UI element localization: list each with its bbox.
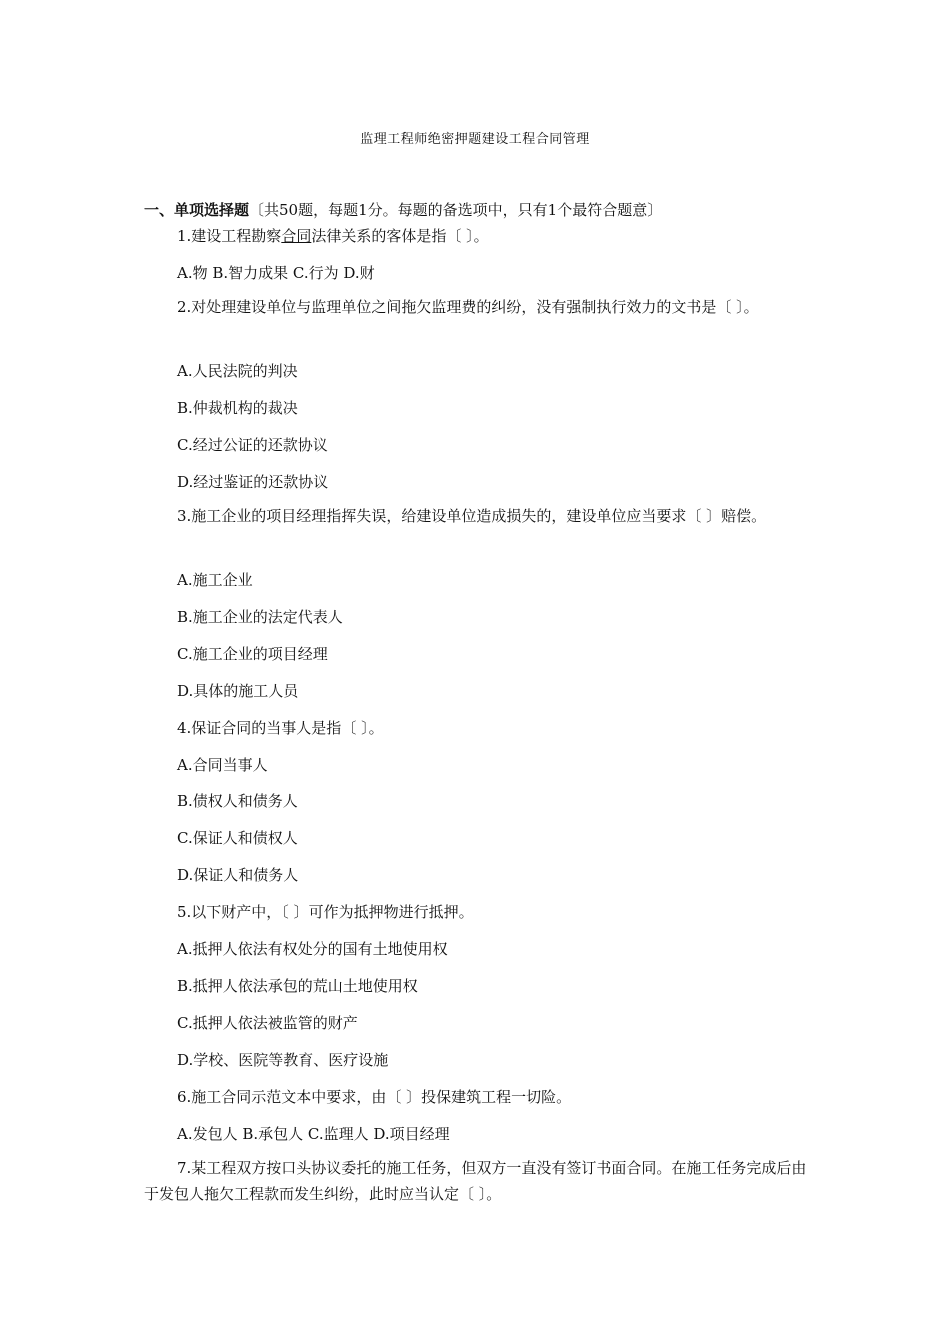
question-5-option-c: C.抵押人依法被监管的财产	[177, 1014, 358, 1032]
question-3-option-d: D.具体的施工人员	[177, 682, 299, 700]
section-heading-label: 一、单项选择题	[144, 201, 250, 219]
question-2: 2.对处理建设单位与监理单位之间拖欠监理费的纠纷，没有强制执行效力的文书是〔 〕。	[177, 298, 759, 316]
question-3-option-a: A.施工企业	[177, 571, 253, 589]
question-6: 6.施工合同示范文本中要求，由〔 〕投保建筑工程一切险。	[177, 1088, 572, 1106]
question-2-option-c: C.经过公证的还款协议	[177, 436, 328, 454]
question-4-option-a: A.合同当事人	[177, 756, 268, 774]
question-6-options: A.发包人 B.承包人 C.监理人 D.项目经理	[177, 1125, 450, 1143]
question-1-pre: 1.建设工程勘察	[177, 227, 282, 245]
question-4-option-b: B.债权人和债务人	[177, 792, 298, 810]
question-3-option-b: B.施工企业的法定代表人	[177, 608, 343, 626]
question-7: 7.某工程双方按口头协议委托的施工任务，但双方一直没有签订书面合同。在施工任务完成后由于发包人拖欠工程款而发生纠纷，此时应当认定〔 〕。	[144, 1159, 807, 1203]
section-heading	[144, 199, 662, 220]
question-1-post: 法律关系的客体是指〔 〕。	[311, 227, 489, 245]
question-5: 5.以下财产中，〔 〕可作为抵押物进行抵押。	[177, 903, 474, 921]
question-5-option-b: B.抵押人依法承包的荒山土地使用权	[177, 977, 418, 995]
question-4: 4.保证合同的当事人是指〔 〕。	[177, 719, 384, 737]
question-4-option-c: C.保证人和债权人	[177, 829, 298, 847]
question-5-option-a: A.抵押人依法有权处分的国有土地使用权	[177, 940, 448, 958]
question-3-option-c: C.施工企业的项目经理	[177, 645, 328, 663]
question-2-option-d: D.经过鉴证的还款协议	[177, 473, 329, 491]
section-heading-note: 〔共50题，每题1分。每题的备选项中，只有1个最符合题意〕	[249, 201, 663, 219]
question-3: 3.施工企业的项目经理指挥失误，给建设单位造成损失的，建设单位应当要求〔 〕赔偿。	[177, 507, 767, 525]
document-title: 监理工程师绝密押题建设工程合同管理	[360, 132, 590, 147]
question-2-option-b: B.仲裁机构的裁决	[177, 399, 298, 417]
question-1-options: A.物 B.智力成果 C.行为 D.财	[177, 264, 375, 282]
question-1-underlined: 合同	[281, 227, 312, 245]
question-5-option-d: D.学校、医院等教育、医疗设施	[177, 1051, 389, 1069]
question-2-option-a: A.人民法院的判决	[177, 362, 298, 380]
question-4-option-d: D.保证人和债务人	[177, 866, 299, 884]
question-1	[177, 225, 489, 246]
